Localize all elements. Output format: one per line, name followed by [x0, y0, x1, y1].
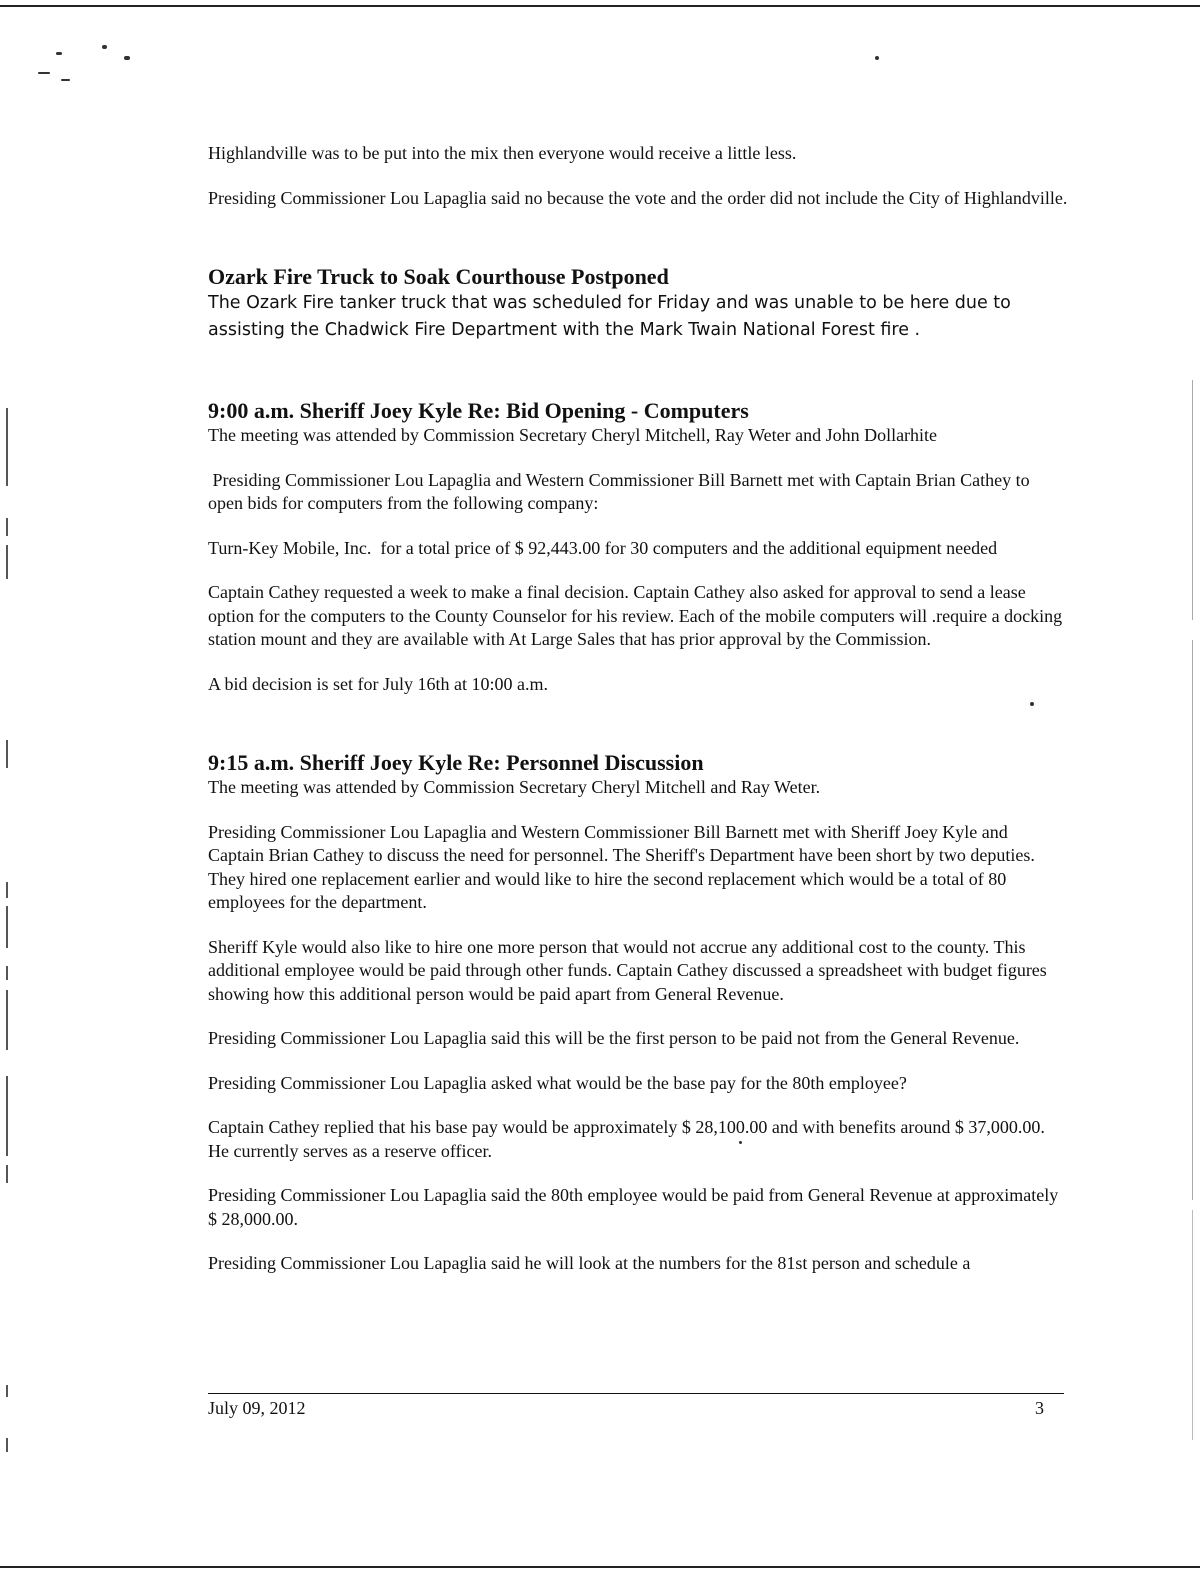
- scan-speck: [102, 45, 107, 49]
- scan-margin-mark: [6, 990, 8, 1050]
- section-body-fire-truck: The Ozark Fire tanker truck that was scheduled for Friday and was unable to be here due to assisting the Chadwick Fire Department with the Mark Twain National Forest fire .: [208, 293, 1011, 340]
- bottom-rule: [0, 1566, 1200, 1568]
- section-paragraph: Presiding Commissioner Lou Lapaglia and Western Commissioner Bill Barnett met with Captain Brian Cathey to open bids for computers from the following company:: [208, 469, 1035, 513]
- page-footer: [208, 1393, 1064, 1418]
- attendance-line: The meeting was attended by Commission Secretary Cheryl Mitchell, Ray Weter and John Dollarhite: [208, 425, 938, 445]
- scan-margin-mark: [6, 882, 8, 898]
- scan-margin-mark: [6, 966, 8, 980]
- intro-paragraph: Highlandville was to be put into the mix then everyone would receive a little less.: [208, 143, 797, 163]
- scan-margin-mark: [6, 545, 8, 579]
- scan-speck: [38, 72, 50, 74]
- scan-margin-mark: [6, 1438, 8, 1452]
- section-paragraph: Turn-Key Mobile, Inc. for a total price of $ 92,443.00 for 30 computers and the additional equipment needed: [208, 537, 998, 558]
- section-paragraph: Presiding Commissioner Lou Lapaglia said the 80th employee would be paid from General Revenue at approximately $ 28,000.00.: [208, 1185, 1059, 1229]
- scan-speck: [124, 56, 130, 60]
- scan-margin-mark: [6, 1165, 8, 1183]
- section-paragraph: Presiding Commissioner Lou Lapaglia asked what would be the base pay for the 80th employee?: [208, 1072, 907, 1093]
- section-paragraph: Presiding Commissioner Lou Lapaglia said he will look at the numbers for the 81st person and schedule a: [208, 1253, 971, 1273]
- scan-speck: [56, 52, 62, 55]
- scan-margin-mark: [6, 740, 8, 768]
- section-paragraph: Presiding Commissioner Lou Lapaglia said this will be the first person to be paid not from the General Revenue.: [208, 1028, 1020, 1048]
- page-number: 3: [1035, 1398, 1044, 1418]
- section-paragraph: Captain Cathey requested a week to make a final decision. Captain Cathey also asked for approval to send a lease option for the computers to the County Counselor for his review. Each of the mobile computers will .require a docking station mount and they are available with At Large Sales that has prior approval by the Commission.: [208, 582, 1063, 649]
- intro-paragraph: Presiding Commissioner Lou Lapaglia said no because the vote and the order did not include the City of Highlandville.: [208, 187, 1068, 208]
- scan-margin-mark: [1192, 640, 1193, 1200]
- section-heading-fire-truck: Ozark Fire Truck to Soak Courthouse Postponed: [208, 264, 669, 289]
- section-heading-bid-opening: 9:00 a.m. Sheriff Joey Kyle Re: Bid Opening - Computers: [208, 398, 749, 423]
- section-paragraph: A bid decision is set for July 16th at 10:00 a.m.: [208, 673, 548, 694]
- scan-margin-mark: [6, 1385, 8, 1397]
- section-paragraph: Presiding Commissioner Lou Lapaglia and Western Commissioner Bill Barnett met with Sheriff Joey Kyle and Captain Brian Cathey to discuss the need for personnel. The Sheriff's Department have been short by two deputies. They hired one replacement earlier and would like to hire the second replacement which would be a total of 80 employees for the department.: [208, 821, 1035, 912]
- section-heading-personnel: 9:15 a.m. Sheriff Joey Kyle Re: Personnel Discussion: [208, 750, 704, 775]
- scan-margin-mark: [6, 518, 8, 536]
- section-paragraph: Sheriff Kyle would also like to hire one more person that would not accrue any additional cost to the county. This additional employee would be paid through other funds. Captain Cathey discussed a spreadsheet with budget figures showing how this additional person would be paid apart from General Revenue.: [208, 936, 1047, 1004]
- footer-date: July 09, 2012: [208, 1398, 306, 1418]
- top-rule: [0, 5, 1200, 7]
- scan-margin-mark: [6, 906, 8, 948]
- section-paragraph: Captain Cathey replied that his base pay would be approximately $ 28,100.00 and with benefits around $ 37,000.00. He currently serves as a reserve officer.: [208, 1117, 1045, 1161]
- scan-speck: [875, 56, 879, 60]
- scan-margin-mark: [6, 1076, 8, 1156]
- document-body: [208, 142, 1068, 1276]
- scan-margin-mark: [1192, 380, 1193, 620]
- attendance-line: The meeting was attended by Commission Secretary Cheryl Mitchell and Ray Weter.: [208, 777, 821, 797]
- scan-speck: [61, 79, 70, 81]
- scan-margin-mark: [6, 408, 8, 486]
- scan-margin-mark: [1192, 1210, 1193, 1440]
